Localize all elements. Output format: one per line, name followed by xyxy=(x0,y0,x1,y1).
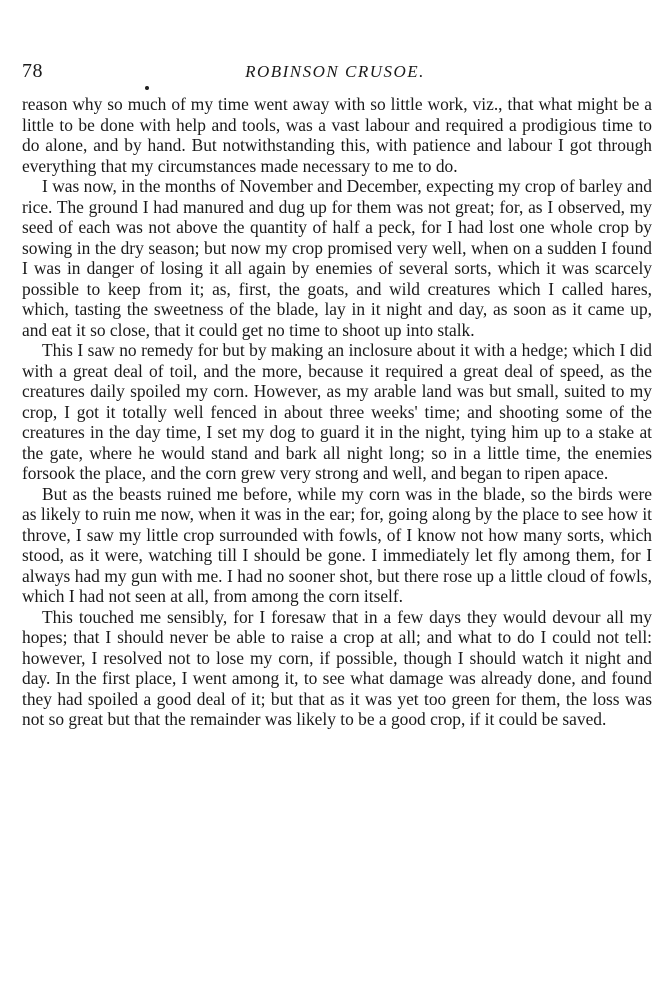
page-number: 78 xyxy=(22,60,43,82)
book-page xyxy=(18,0,652,1000)
book-title: ROBINSON CRUSOE. xyxy=(245,62,425,81)
paragraph: But as the beasts ruined me before, while my corn was in the blade, so the birds were as likely to ruin me now, when it was in the ear; for, going along by the place to see how it throve, I saw my little crop surrounded with fowls, of I know not how many sorts, which stood, as it were, watching till I should be gone. I immediately let fly among them, for I always had my gun with me. I had no sooner shot, but there rose up a little cloud of fowls, which I had not seen at all, from among the corn itself. xyxy=(22,483,652,606)
running-head xyxy=(18,60,652,86)
paragraph-continued: reason why so much of my time went away with so little work, viz., that what might be a little to be done with help and tools, was a vast labour and required a prodigious time to do alone, and by hand. But notwithstanding this, with patience and labour I got through everything that my circumstances made necessary to me to do. xyxy=(22,94,652,176)
ink-speck xyxy=(145,86,149,90)
paragraph: I was now, in the months of November and December, expecting my crop of barley and rice. The ground I had manured and dug up for them was not great; for, as I observed, my seed of each was not above the quantity of half a peck, for I had lost one whole crop by sowing in the dry season; but now my crop promised very well, when on a sudden I found I was in danger of losing it all again by enemies of several sorts, which it was scarcely possible to keep from it; as, first, the goats, and wild creatures which I called hares, which, tasting the sweetness of the blade, lay in it night and day, as soon as it came up, and eat it so close, that it could get no time to shoot up into stalk. xyxy=(22,176,652,340)
paragraph: This I saw no remedy for but by making an inclosure about it with a hedge; which I did with a great deal of toil, and the more, because it required a great deal of speed, as the creatures daily spoiled my corn. However, as my arable land was but small, suited to my crop, I got it totally well fenced in about three weeks' time; and shooting some of the creatures in the day time, I set my dog to guard it in the night, tying him up to a stake at the gate, where he would stand and bark all night long; so in a little time, the enemies forsook the place, and the corn grew very strong and well, and began to ripen apace. xyxy=(22,340,652,483)
paragraph: This touched me sensibly, for I foresaw that in a few days they would devour all my hopes; that I should never be able to raise a crop at all; and what to do I could not tell: however, I resolved not to lose my corn, if possible, though I should watch it night and day. In the first place, I went among it, to see what damage was already done, and found they had spoiled a good deal of it; but that as it was yet too green for them, the loss was not so great but that the remainder was likely to be a good crop, if it could be saved. xyxy=(22,606,652,729)
body-text xyxy=(22,94,652,730)
